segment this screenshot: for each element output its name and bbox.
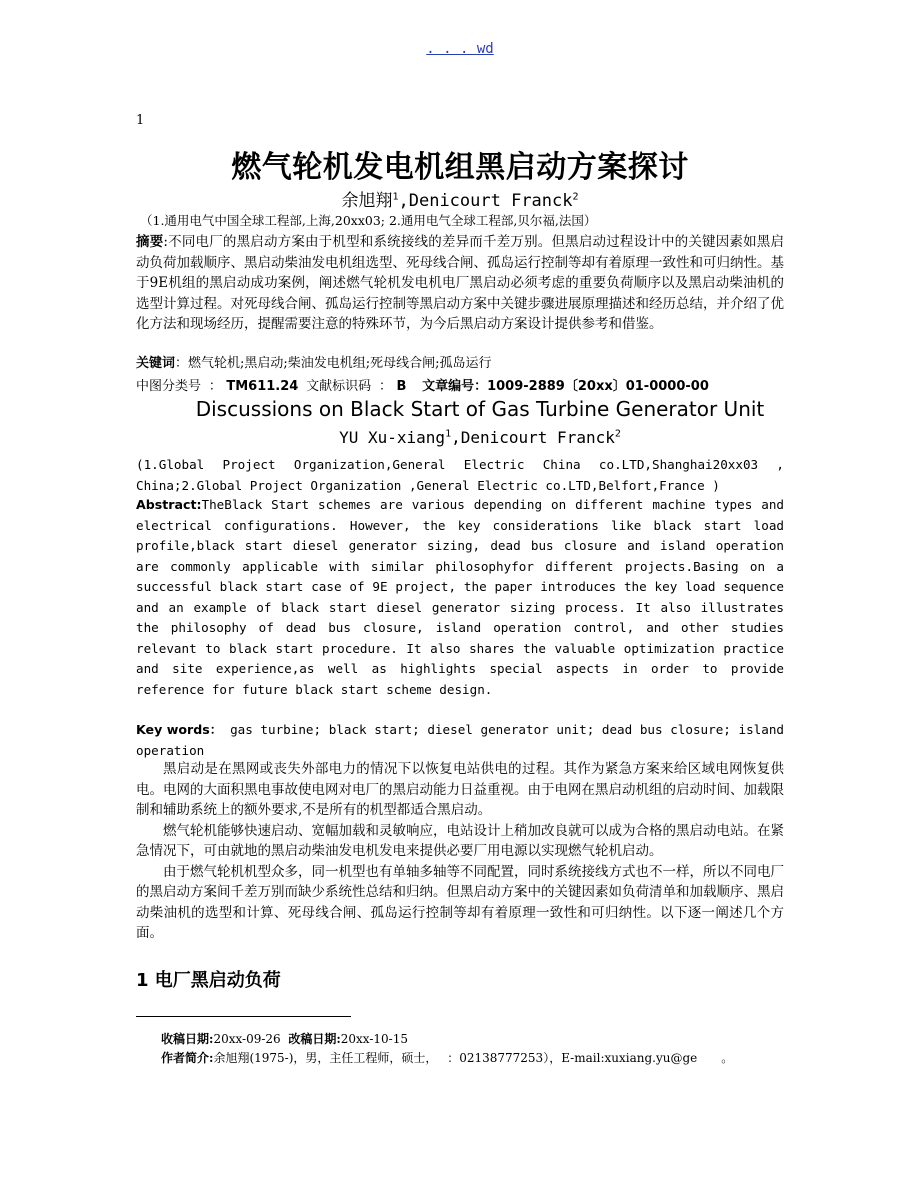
authors-chinese	[0, 186, 920, 211]
keywords-english	[136, 720, 784, 761]
intro-paragraph: 由于燃气轮机机型众多，同一机型也有单轴多轴等不同配置，同时系统接线方式也不一样，所以不同电厂的黑启动方案间千差万别而缺少系统性总结和归纳。但黑启动方案中的关键因素如负荷清单和加载顺序、黑启动柴油机的选型和计算、死母线合闸、孤岛运行控制等却有着原理一致性和可归纳性。以下逐一阐述几个方面。	[136, 863, 784, 941]
abstract-zh-text: :不同电厂的黑启动方案由于机型和系统接线的差异而千差万别。但黑启动过程设计中的关键因素如黑启动负荷加载顺序、黑启动柴油发电机组选型、死母线合闸、孤岛运行控制等却有着原理一致性和可归纳性。基于9E机组的黑启动成功案例，阐述燃气轮机发电机电厂黑启动必须考虑的重要负荷顺序以及黑启动柴油机的选型计算过程。对死母线合闸、孤岛运行控制等黑启动方案中关键步骤进展原理描述和经历总结，并介绍了优化方法和现场经历，提醒需要注意的特殊环节，为今后黑启动方案设计提供参考和借鉴。	[136, 234, 784, 332]
received-date: 20xx-09-26	[213, 1032, 281, 1046]
abstract-en-label: Abstract:	[136, 497, 202, 512]
header-link[interactable]: . . . wd	[426, 41, 494, 57]
section-heading: 1 电厂黑启动负荷	[136, 970, 281, 991]
article-no-label: 文章编号：	[422, 379, 488, 394]
article-no-value: 1009-2889〔20xx〕01-0000-00	[487, 379, 709, 394]
introduction	[136, 759, 784, 944]
classification-line	[136, 375, 784, 394]
clc-label: 中图分类号 ：	[136, 379, 222, 394]
author-en-1-sup: 1	[445, 428, 452, 440]
author-en-1-name: YU Xu-xiang	[339, 428, 446, 447]
received-label: 收稿日期:	[161, 1032, 214, 1046]
clc-value: TM611.24	[221, 379, 299, 394]
doc-code-value: B	[391, 379, 407, 394]
author-bio-label: 作者简介:	[161, 1051, 214, 1065]
keywords-zh-label: 关键词	[136, 356, 176, 371]
author-2-name: ,Denicourt Franck	[398, 191, 573, 211]
author-1-sup: 1	[392, 191, 399, 203]
abstract-zh-label: 摘要	[136, 234, 164, 250]
footnote-dates	[161, 1030, 408, 1047]
revised-date: 20xx-10-15	[340, 1032, 409, 1046]
intro-paragraph: 燃气轮机能够快速启动、宽幅加载和灵敏响应，电站设计上稍加改良就可以成为合格的黑启动电站。在紧急情况下，可由就地的黑启动柴油发电机发电来提供必要厂用电源以实现燃气轮机启动。	[136, 822, 784, 859]
page-number: 1	[136, 113, 145, 128]
affiliation-english: (1.Global Project Organization,General Electric China co.LTD,Shanghai20xx03 , China;2.Global Project Organization ,General Electric co.LTD,Belfort,France )	[136, 457, 784, 493]
author-bio-text: 余旭翔(1975-)，男，主任工程师，硕士， ：02138777253），E-mail:xuxiang.yu@ge 。	[213, 1051, 734, 1065]
title-english: Discussions on Black Start of Gas Turbine Generator Unit	[195, 397, 765, 421]
author-en-2-sup: 2	[614, 428, 621, 440]
authors-english	[0, 428, 920, 447]
footnote-divider	[136, 1016, 351, 1017]
affiliation-chinese: （1.通用电气中国全球工程部,上海,20xx03; 2.通用电气全球工程部,贝尔福,法国）	[140, 213, 597, 228]
author-1-name: 余旭翔	[341, 191, 393, 211]
abstract-chinese	[136, 232, 784, 335]
abstract-en-text: TheBlack Start schemes are various depending on different machine types and electrical configurations. However, the key considerations like black start load profile,black start diesel generator sizing, dead bus closure and island operation are commonly applicable with similar philosophyfor different projects.Basing on a successful black start case of 9E project, the paper introduces the key load sequence and an example of black start diesel generator sizing process. It also illustrates the philosophy of dead bus closure, island operation control, and other studies relevant to black start procedure. It also shares the valuable optimization practice and site experience,as well as highlights special aspects in order to provide reference for future black start scheme design.	[136, 497, 784, 697]
keywords-chinese	[136, 354, 784, 374]
doc-code-label: 文献标识码 ：	[306, 379, 392, 394]
intro-paragraph: 黑启动是在黑网或丧失外部电力的情况下以恢复电站供电的过程。其作为紧急方案来给区域电网恢复供电。电网的大面积黑电事故使电网对电厂的黑启动能力日益重视。由于电网在黑启动机组的启动时间、加载限制和辅助系统上的额外要求,不是所有的机型都适合黑启动。	[136, 761, 784, 818]
author-en-2-name: ,Denicourt Franck	[451, 428, 615, 447]
keywords-en-label: Key words：	[136, 722, 223, 737]
title-chinese: 燃气轮机发电机组黑启动方案探讨	[231, 150, 689, 185]
abstract-english	[136, 495, 784, 700]
keywords-en-text: gas turbine; black start; diesel generator unit; dead bus closure; island operation	[136, 722, 785, 758]
keywords-zh-text: ：燃气轮机;黑启动;柴油发电机组;死母线合闸;孤岛运行	[175, 356, 492, 371]
footnote-author	[161, 1049, 733, 1066]
author-2-sup: 2	[572, 191, 579, 203]
revised-label: 改稿日期:	[288, 1032, 341, 1046]
